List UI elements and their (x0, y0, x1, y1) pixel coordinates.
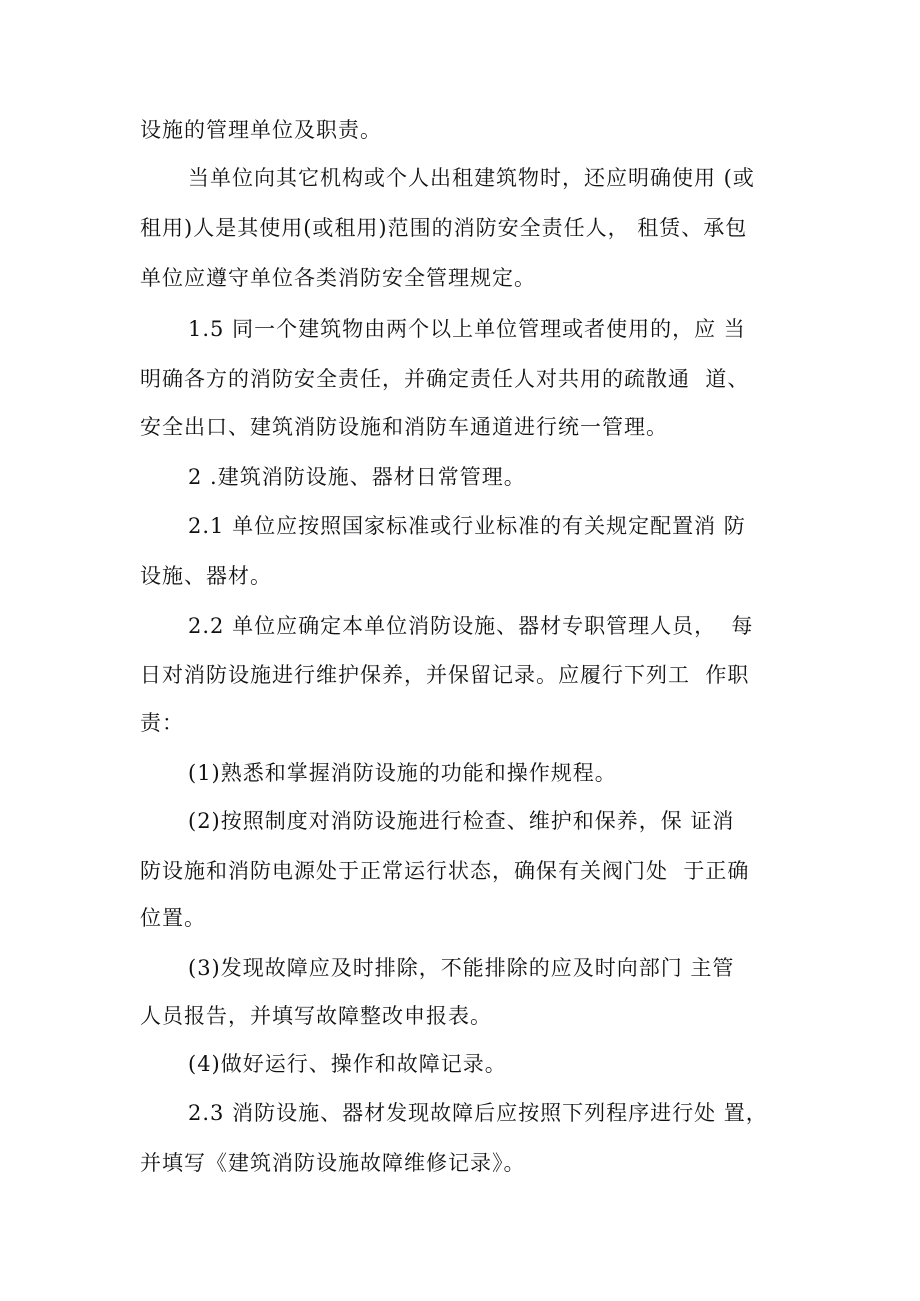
text-line: 明确各方的消防安全责任，并确定责任人对共用的疏散通 道、 (140, 367, 750, 391)
text-line: 设施的管理单位及职责。 (140, 118, 382, 142)
text-line: 2.3 消防设施、器材发现故障后应按照下列程序进行处 置， (188, 1101, 768, 1125)
text-line: 人员报告，并填写故障整改申报表。 (140, 1004, 492, 1028)
text-line: 2.2 单位应确定本单位消防设施、器材专职管理人员， 每 (188, 614, 754, 638)
list-item: (1)熟悉和掌握消防设施的功能和操作规程。 (188, 761, 617, 785)
text-line: 设施、器材。 (140, 564, 272, 588)
text-line: 防设施和消防电源处于正常运行状态，确保有关阀门处 于正确 (140, 859, 750, 883)
text-line: 并填写《建筑消防设施故障维修记录》。 (140, 1151, 526, 1175)
text-line: 安全出口、建筑消防设施和消防车通道进行统一管理。 (140, 415, 668, 439)
text-line: 单位应遵守单位各类消防安全管理规定。 (140, 266, 536, 290)
list-item: (3)发现故障应及时排除，不能排除的应及时向部门 主管 (188, 956, 735, 980)
text-line: 租用)人是其使用(或租用)范围的消防安全责任人， 租赁、承包 (140, 216, 748, 240)
text-line: 2.1 单位应按照国家标准或行业标准的有关规定配置消 防 (188, 514, 746, 538)
text-line: 1.5 同一个建筑物由两个以上单位管理或者使用的，应 当 (188, 317, 746, 341)
text-line: 位置。 (140, 906, 206, 930)
text-line: 当单位向其它机构或个人出租建筑物时，还应明确使用 (或 (188, 166, 755, 190)
section-heading: 2 .建筑消防设施、器材日常管理。 (188, 465, 526, 489)
text-line: 责： (140, 711, 184, 735)
list-item: (2)按照制度对消防设施进行检查、维护和保养，保 证消 (188, 809, 735, 833)
text-line: 日对消防设施进行维护保养，并保留记录。应履行下列工 作职 (140, 663, 750, 687)
list-item: (4)做好运行、操作和故障记录。 (188, 1052, 507, 1076)
